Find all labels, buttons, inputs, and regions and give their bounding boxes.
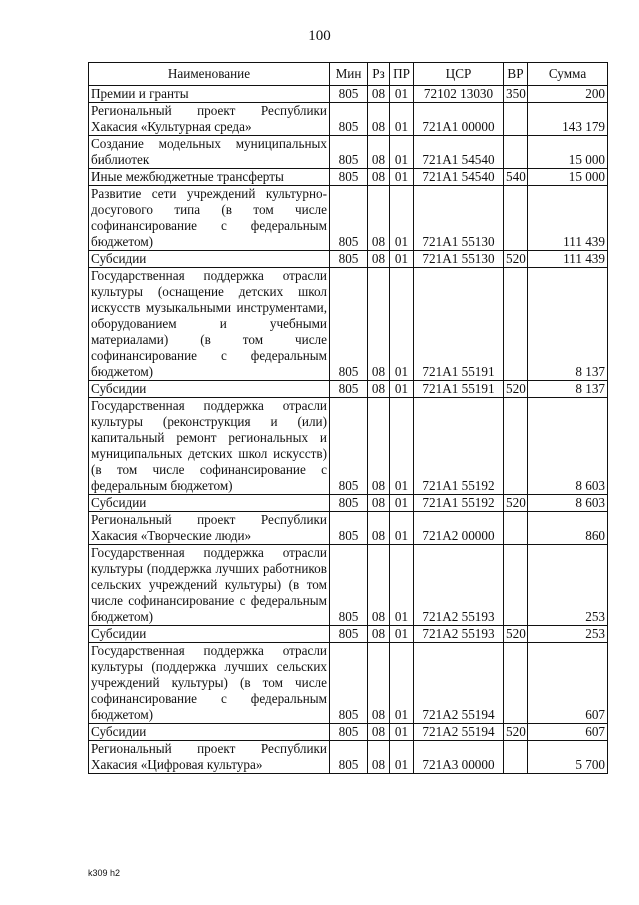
- cell-sum: 15 000: [528, 169, 608, 186]
- cell-pr: 01: [390, 251, 414, 268]
- table-row: [89, 398, 608, 495]
- cell-vr: [504, 398, 528, 495]
- cell-min: 805: [330, 136, 368, 169]
- cell-name: Субсидии: [89, 495, 330, 512]
- cell-pr: 01: [390, 741, 414, 774]
- cell-sum: 143 179: [528, 103, 608, 136]
- cell-name: Государственная поддержка отрасли культуры (оснащение детских школ искусств музыкальными инструментами, оборудованием и учебными материалами) (в том числе софинансирование с федеральным бюджетом): [89, 268, 330, 381]
- table-row: [89, 626, 608, 643]
- cell-min: 805: [330, 626, 368, 643]
- cell-pr: 01: [390, 512, 414, 545]
- cell-csr: 721А1 55130: [414, 251, 504, 268]
- cell-rz: 08: [368, 724, 390, 741]
- cell-min: 805: [330, 268, 368, 381]
- cell-sum: 8 603: [528, 398, 608, 495]
- cell-sum: 15 000: [528, 136, 608, 169]
- cell-vr: 520: [504, 626, 528, 643]
- cell-pr: 01: [390, 398, 414, 495]
- table-row: [89, 251, 608, 268]
- cell-vr: [504, 103, 528, 136]
- cell-csr: 721А3 00000: [414, 741, 504, 774]
- cell-rz: 08: [368, 86, 390, 103]
- cell-sum: 607: [528, 724, 608, 741]
- cell-rz: 08: [368, 103, 390, 136]
- cell-name: Региональный проект Республики Хакасия «Цифровая культура»: [89, 741, 330, 774]
- cell-pr: 01: [390, 169, 414, 186]
- cell-sum: 8 137: [528, 268, 608, 381]
- table-row: [89, 643, 608, 724]
- cell-min: 805: [330, 186, 368, 251]
- table-row: [89, 86, 608, 103]
- header-rz: Рз: [368, 63, 390, 86]
- table-row: [89, 136, 608, 169]
- header-sum: Сумма: [528, 63, 608, 86]
- cell-rz: 08: [368, 186, 390, 251]
- cell-rz: 08: [368, 268, 390, 381]
- cell-sum: 111 439: [528, 186, 608, 251]
- header-name: Наименование: [89, 63, 330, 86]
- cell-sum: 111 439: [528, 251, 608, 268]
- cell-csr: 721А1 55191: [414, 268, 504, 381]
- cell-pr: 01: [390, 724, 414, 741]
- cell-name: Государственная поддержка отрасли культуры (поддержка лучших сельских учреждений культуры) (в том числе софинансирование с федеральным бюджетом): [89, 643, 330, 724]
- cell-csr: 721А2 00000: [414, 512, 504, 545]
- cell-csr: 72102 13030: [414, 86, 504, 103]
- cell-min: 805: [330, 724, 368, 741]
- header-csr: ЦСР: [414, 63, 504, 86]
- cell-pr: 01: [390, 643, 414, 724]
- table-row: [89, 495, 608, 512]
- header-min: Мин: [330, 63, 368, 86]
- cell-rz: 08: [368, 381, 390, 398]
- cell-csr: 721А2 55194: [414, 643, 504, 724]
- cell-sum: 8 137: [528, 381, 608, 398]
- cell-vr: [504, 186, 528, 251]
- cell-csr: 721А1 55191: [414, 381, 504, 398]
- table-body: [89, 86, 608, 774]
- cell-rz: 08: [368, 643, 390, 724]
- cell-name: Субсидии: [89, 381, 330, 398]
- cell-name: Иные межбюджетные трансферты: [89, 169, 330, 186]
- cell-min: 805: [330, 545, 368, 626]
- cell-vr: 520: [504, 724, 528, 741]
- cell-csr: 721А2 55193: [414, 545, 504, 626]
- cell-vr: 520: [504, 251, 528, 268]
- cell-min: 805: [330, 741, 368, 774]
- cell-vr: [504, 136, 528, 169]
- cell-rz: 08: [368, 251, 390, 268]
- cell-min: 805: [330, 495, 368, 512]
- cell-sum: 253: [528, 545, 608, 626]
- cell-csr: 721А1 55130: [414, 186, 504, 251]
- cell-pr: 01: [390, 545, 414, 626]
- cell-csr: 721А1 55192: [414, 495, 504, 512]
- cell-min: 805: [330, 169, 368, 186]
- cell-csr: 721А1 55192: [414, 398, 504, 495]
- cell-csr: 721А1 54540: [414, 136, 504, 169]
- budget-table: [88, 62, 608, 774]
- cell-name: Региональный проект Республики Хакасия «Культурная среда»: [89, 103, 330, 136]
- cell-min: 805: [330, 86, 368, 103]
- cell-min: 805: [330, 381, 368, 398]
- cell-pr: 01: [390, 495, 414, 512]
- table-row: [89, 741, 608, 774]
- footer-code: k309 h2: [88, 868, 121, 878]
- cell-rz: 08: [368, 495, 390, 512]
- cell-min: 805: [330, 251, 368, 268]
- cell-name: Субсидии: [89, 251, 330, 268]
- table-row: [89, 724, 608, 741]
- cell-vr: [504, 268, 528, 381]
- cell-pr: 01: [390, 86, 414, 103]
- cell-rz: 08: [368, 169, 390, 186]
- cell-sum: 5 700: [528, 741, 608, 774]
- cell-rz: 08: [368, 741, 390, 774]
- cell-vr: [504, 512, 528, 545]
- header-vr: ВР: [504, 63, 528, 86]
- cell-sum: 253: [528, 626, 608, 643]
- cell-name: Развитие сети учреждений культурно-досугового типа (в том числе софинансирование с федеральным бюджетом): [89, 186, 330, 251]
- cell-sum: 8 603: [528, 495, 608, 512]
- cell-name: Государственная поддержка отрасли культуры (поддержка лучших работников сельских учреждений культуры) (в том числе софинансирование с федеральным бюджетом): [89, 545, 330, 626]
- cell-csr: 721А2 55194: [414, 724, 504, 741]
- cell-sum: 860: [528, 512, 608, 545]
- cell-name: Государственная поддержка отрасли культуры (реконструкция и (или) капитальный ремонт региональных и муниципальных детских школ искусств) (в том числе софинансирование с федеральным бюджетом): [89, 398, 330, 495]
- cell-vr: [504, 643, 528, 724]
- cell-vr: 520: [504, 381, 528, 398]
- cell-min: 805: [330, 643, 368, 724]
- cell-name: Субсидии: [89, 626, 330, 643]
- cell-min: 805: [330, 103, 368, 136]
- cell-pr: 01: [390, 186, 414, 251]
- cell-pr: 01: [390, 103, 414, 136]
- table-row: [89, 268, 608, 381]
- header-pr: ПР: [390, 63, 414, 86]
- cell-pr: 01: [390, 268, 414, 381]
- cell-pr: 01: [390, 381, 414, 398]
- page-number: 100: [308, 28, 331, 44]
- table-row: [89, 545, 608, 626]
- table-row: [89, 512, 608, 545]
- cell-csr: 721А1 54540: [414, 169, 504, 186]
- cell-sum: 607: [528, 643, 608, 724]
- cell-csr: 721А2 55193: [414, 626, 504, 643]
- table-row: [89, 381, 608, 398]
- cell-name: Региональный проект Республики Хакасия «Творческие люди»: [89, 512, 330, 545]
- cell-pr: 01: [390, 136, 414, 169]
- cell-min: 805: [330, 512, 368, 545]
- cell-name: Премии и гранты: [89, 86, 330, 103]
- cell-rz: 08: [368, 545, 390, 626]
- table-row: [89, 186, 608, 251]
- cell-vr: 520: [504, 495, 528, 512]
- cell-vr: 350: [504, 86, 528, 103]
- cell-vr: 540: [504, 169, 528, 186]
- cell-csr: 721А1 00000: [414, 103, 504, 136]
- cell-name: Создание модельных муниципальных библиотек: [89, 136, 330, 169]
- cell-vr: [504, 545, 528, 626]
- table-row: [89, 169, 608, 186]
- cell-rz: 08: [368, 626, 390, 643]
- cell-sum: 200: [528, 86, 608, 103]
- table-row: [89, 103, 608, 136]
- cell-vr: [504, 741, 528, 774]
- table-header-row: [89, 63, 608, 86]
- cell-name: Субсидии: [89, 724, 330, 741]
- cell-rz: 08: [368, 512, 390, 545]
- cell-rz: 08: [368, 398, 390, 495]
- cell-pr: 01: [390, 626, 414, 643]
- cell-rz: 08: [368, 136, 390, 169]
- cell-min: 805: [330, 398, 368, 495]
